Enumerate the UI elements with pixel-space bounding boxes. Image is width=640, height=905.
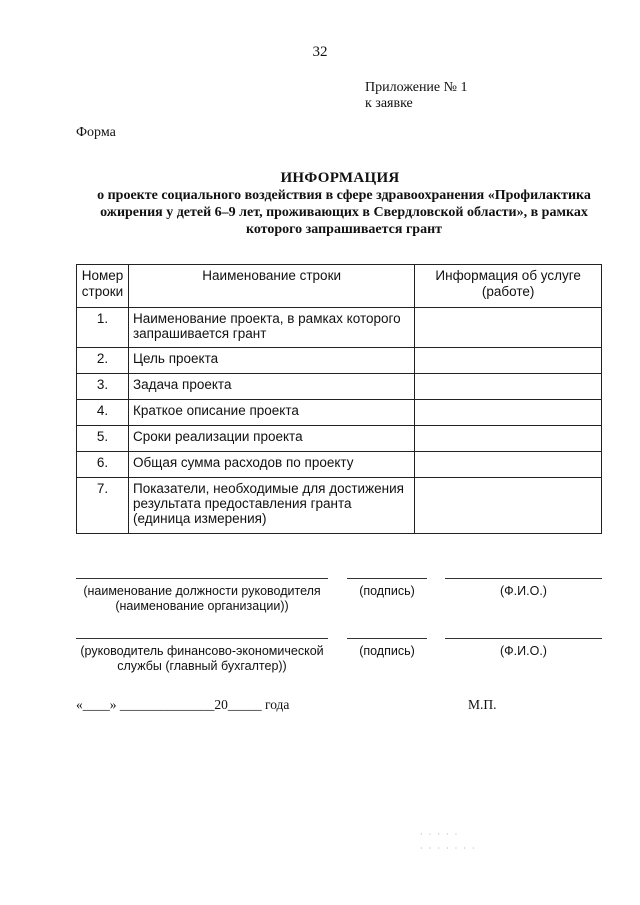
subtitle-line-3: которого запрашивается грант: [245, 222, 443, 237]
row-number: 6.: [77, 452, 129, 478]
head-signature-line[interactable]: [347, 578, 427, 579]
appendix-line-1: Приложение № 1: [365, 80, 468, 95]
row-number: 1.: [77, 308, 129, 348]
row-name: Общая сумма расходов по проекту: [128, 452, 414, 478]
table-row: [77, 308, 602, 348]
accountant-position-caption: (руководитель финансово-экономической службы (главный бухгалтер)): [80, 644, 324, 673]
head-signature-caption: (подпись): [359, 584, 415, 598]
row-info-cell[interactable]: [415, 400, 602, 426]
row-name: Задача проекта: [128, 374, 414, 400]
head-name-caption: (Ф.И.О.): [500, 584, 547, 598]
row-name: Цель проекта: [128, 348, 414, 374]
date-line[interactable]: «____» ______________20_____ года: [76, 697, 290, 712]
table-row: [77, 478, 602, 534]
row-info-cell[interactable]: [415, 348, 602, 374]
project-info-table: [76, 264, 602, 534]
row-number: 2.: [77, 348, 129, 374]
scan-artifacts: · · · · · · · · · · · ·: [420, 830, 477, 853]
row-number: 3.: [77, 374, 129, 400]
row-info-cell[interactable]: [415, 452, 602, 478]
page-number: 32: [312, 44, 328, 60]
row-info-cell[interactable]: [415, 426, 602, 452]
row-info-cell[interactable]: [415, 478, 602, 534]
document-subtitle: [70, 187, 618, 238]
header-name: Наименование строки: [128, 265, 414, 308]
row-number: 7.: [77, 478, 129, 534]
table-row: [77, 400, 602, 426]
table-row: [77, 348, 602, 374]
table-header-row: [77, 265, 602, 308]
stamp-label: М.П.: [468, 697, 497, 712]
head-position-caption: (наименование должности руководителя (наименование организации)): [83, 584, 321, 613]
document-title: ИНФОРМАЦИЯ: [280, 170, 400, 186]
row-name: Сроки реализации проекта: [128, 426, 414, 452]
accountant-name-caption: (Ф.И.О.): [500, 644, 547, 658]
table-row: [77, 452, 602, 478]
form-label: Форма: [76, 125, 116, 140]
accountant-name-line[interactable]: [445, 638, 602, 639]
row-number: 5.: [77, 426, 129, 452]
table-row: [77, 426, 602, 452]
header-info: Информация об услуге (работе): [415, 265, 602, 308]
appendix-line-2: к заявке: [365, 96, 413, 111]
header-number: Номер строки: [77, 265, 129, 308]
head-name-line[interactable]: [445, 578, 602, 579]
row-name: Наименование проекта, в рамках которого запрашивается грант: [128, 308, 414, 348]
row-info-cell[interactable]: [415, 374, 602, 400]
head-position-line[interactable]: [76, 578, 328, 579]
row-info-cell[interactable]: [415, 308, 602, 348]
row-number: 4.: [77, 400, 129, 426]
accountant-signature-line[interactable]: [347, 638, 427, 639]
row-name: Показатели, необходимые для достижения результата предоставления гранта (единица измерения): [128, 478, 414, 534]
table-row: [77, 374, 602, 400]
row-name: Краткое описание проекта: [128, 400, 414, 426]
subtitle-line-1: о проекте социального воздействия в сфере здравоохранения «Профилактика: [97, 188, 591, 203]
accountant-position-line[interactable]: [76, 638, 328, 639]
subtitle-line-2: ожирения у детей 6–9 лет, проживающих в Свердловской области», в рамках: [100, 205, 588, 220]
appendix-label: [365, 80, 468, 112]
accountant-signature-caption: (подпись): [359, 644, 415, 658]
